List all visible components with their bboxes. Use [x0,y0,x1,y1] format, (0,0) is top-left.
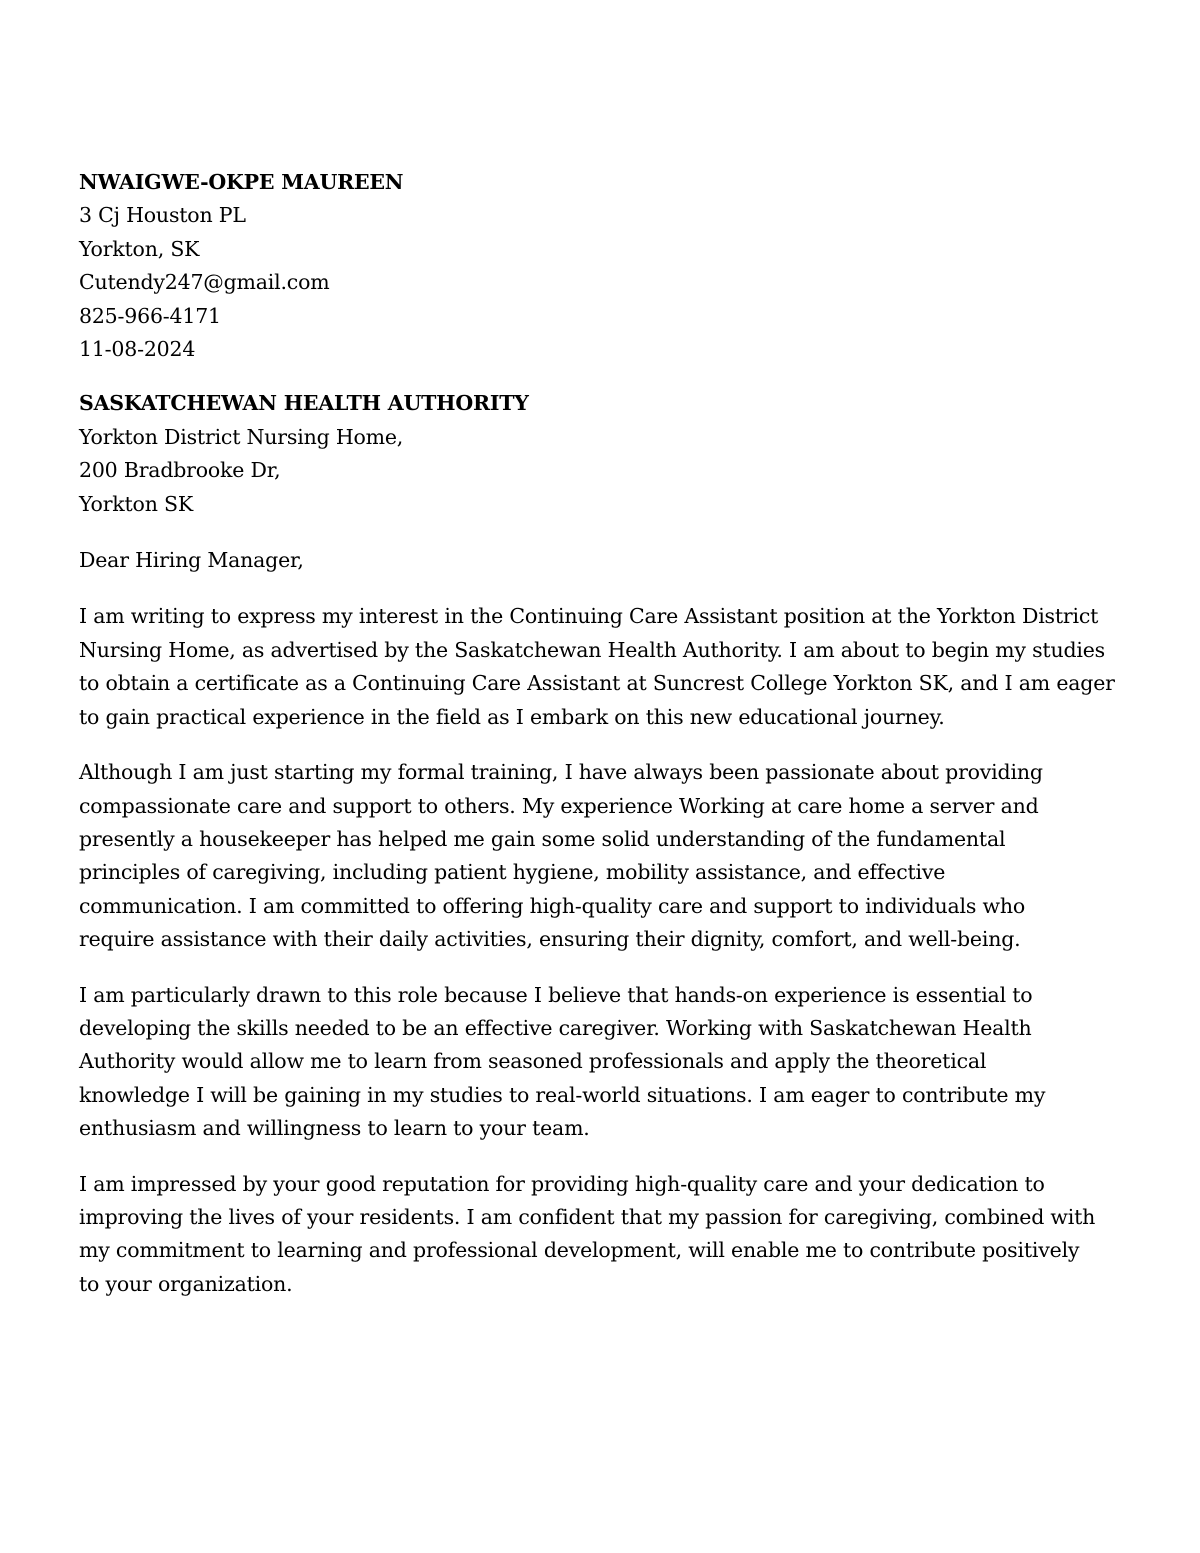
sender-address-line1: 3 Cj Houston PL [79,203,246,228]
paragraph-line: require assistance with their daily activities, ensuring their dignity, comfort, and well-being. [79,927,1021,952]
paragraph-line: knowledge I will be gaining in my studies to real-world situations. I am eager to contribute my [79,1082,1046,1107]
paragraph-line: presently a housekeeper has helped me gain some solid understanding of the fundamental [79,826,1006,851]
paragraph-line: to your organization. [79,1271,293,1296]
paragraph-line: enthusiasm and willingness to learn to your team. [79,1116,590,1141]
letter-date: 11-08-2024 [79,337,196,362]
paragraph-2 [79,756,1124,956]
paragraph-line: my commitment to learning and professional development, will enable me to contribute positively [79,1238,1080,1263]
paragraph-line: Nursing Home, as advertised by the Saskatchewan Health Authority. I am about to begin my studies [79,637,1105,662]
paragraph-line: to obtain a certificate as a Continuing Care Assistant at Suncrest College Yorkton SK, and I am eager [79,671,1115,696]
paragraph-line: communication. I am committed to offering high-quality care and support to individuals who [79,893,1025,918]
recipient-city: Yorkton SK [79,491,193,516]
paragraph-line: Although I am just starting my formal training, I have always been passionate about providing [79,760,1043,785]
paragraph-1 [79,600,1124,734]
paragraph-line: to gain practical experience in the field as I embark on this new educational journey. [79,704,945,729]
paragraph-line: I am writing to express my interest in the Continuing Care Assistant position at the Yorkton District [79,604,1099,629]
paragraph-line: improving the lives of your residents. I am confident that my passion for caregiving, combined with [79,1204,1096,1229]
paragraph-line: developing the skills needed to be an effective caregiver. Working with Saskatchewan Health [79,1015,1032,1040]
paragraph-line: principles of caregiving, including patient hygiene, mobility assistance, and effective [79,860,946,885]
paragraph-4 [79,1168,1124,1302]
recipient-block [79,387,1124,521]
paragraph-line: I am impressed by your good reputation for providing high-quality care and your dedication to [79,1171,1045,1196]
salutation: Dear Hiring Manager, [79,548,304,573]
recipient-organization: SASKATCHEWAN HEALTH AUTHORITY [79,391,529,416]
letter-page [79,166,1124,1323]
sender-email: Cutendy247@gmail.com [79,270,330,295]
paragraph-line: compassionate care and support to others. My experience Working at care home a server and [79,793,1039,818]
paragraph-line: I am particularly drawn to this role because I believe that hands-on experience is essential to [79,982,1033,1007]
sender-address-line2: Yorkton, SK [79,236,200,261]
recipient-facility: Yorkton District Nursing Home, [79,424,404,449]
sender-name: NWAIGWE-OKPE MAUREEN [79,170,404,194]
sender-block [79,166,1124,366]
paragraph-line: Authority would allow me to learn from seasoned professionals and apply the theoretical [79,1049,987,1074]
salutation-block [79,544,1124,577]
recipient-street: 200 Bradbrooke Dr, [79,458,281,483]
paragraph-3 [79,979,1124,1146]
sender-phone: 825-966-4171 [79,303,221,328]
